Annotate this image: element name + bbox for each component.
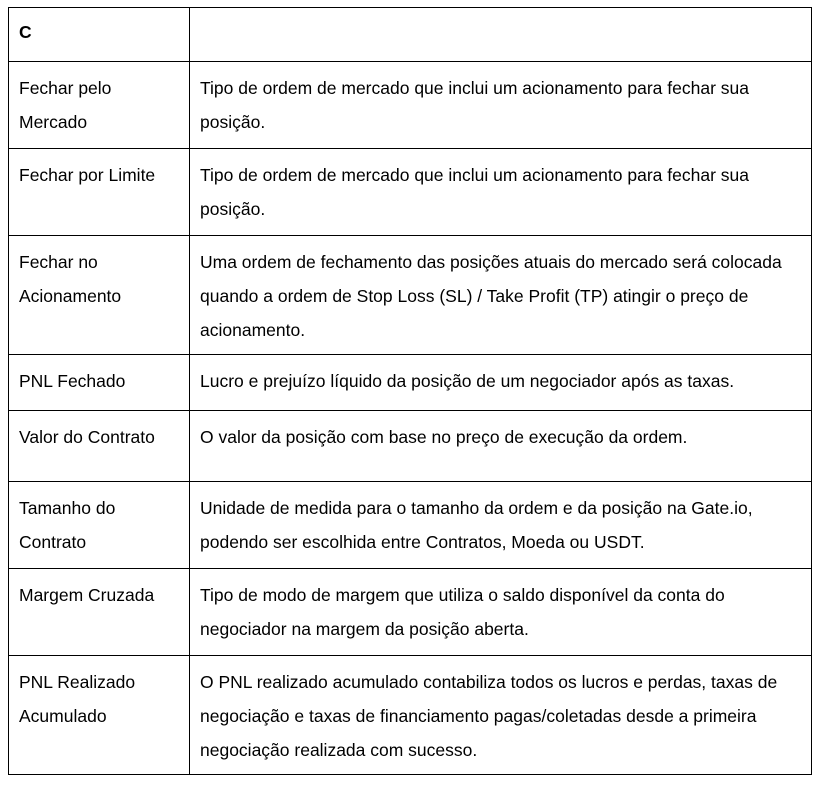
table-row (9, 62, 812, 149)
term-cell: PNL Fechado (9, 355, 190, 411)
table-row (9, 355, 812, 411)
table-row (9, 411, 812, 482)
table-row (9, 482, 812, 569)
term-cell: Fechar pelo Mercado (9, 62, 190, 149)
glossary-table (8, 7, 812, 775)
definition-cell: Uma ordem de fechamento das posições atuais do mercado será colocada quando a ordem de Stop Loss (SL) / Take Profit (TP) atingir o preço de acionamento. (190, 236, 812, 355)
term-cell: Tamanho do Contrato (9, 482, 190, 569)
table-row (9, 149, 812, 236)
definition-cell: Lucro e prejuízo líquido da posição de um negociador após as taxas. (190, 355, 812, 411)
table-header-row (9, 8, 812, 62)
definition-cell: Unidade de medida para o tamanho da ordem e da posição na Gate.io, podendo ser escolhida entre Contratos, Moeda ou USDT. (190, 482, 812, 569)
table-row (9, 236, 812, 355)
term-cell: Valor do Contrato (9, 411, 190, 482)
term-cell: PNL Realizado Acumulado (9, 656, 190, 775)
header-blank-cell (190, 8, 812, 62)
term-cell: Margem Cruzada (9, 569, 190, 656)
term-cell: Fechar no Acionamento (9, 236, 190, 355)
definition-cell: Tipo de modo de margem que utiliza o saldo disponível da conta do negociador na margem da posição aberta. (190, 569, 812, 656)
table-row (9, 569, 812, 656)
definition-cell: Tipo de ordem de mercado que inclui um acionamento para fechar sua posição. (190, 149, 812, 236)
definition-cell: O PNL realizado acumulado contabiliza todos os lucros e perdas, taxas de negociação e taxas de financiamento pagas/coletadas desde a primeira negociação realizada com sucesso. (190, 656, 812, 775)
section-letter: C (9, 8, 190, 62)
definition-cell: Tipo de ordem de mercado que inclui um acionamento para fechar sua posição. (190, 62, 812, 149)
table-row (9, 656, 812, 775)
term-cell: Fechar por Limite (9, 149, 190, 236)
definition-cell: O valor da posição com base no preço de execução da ordem. (190, 411, 812, 482)
